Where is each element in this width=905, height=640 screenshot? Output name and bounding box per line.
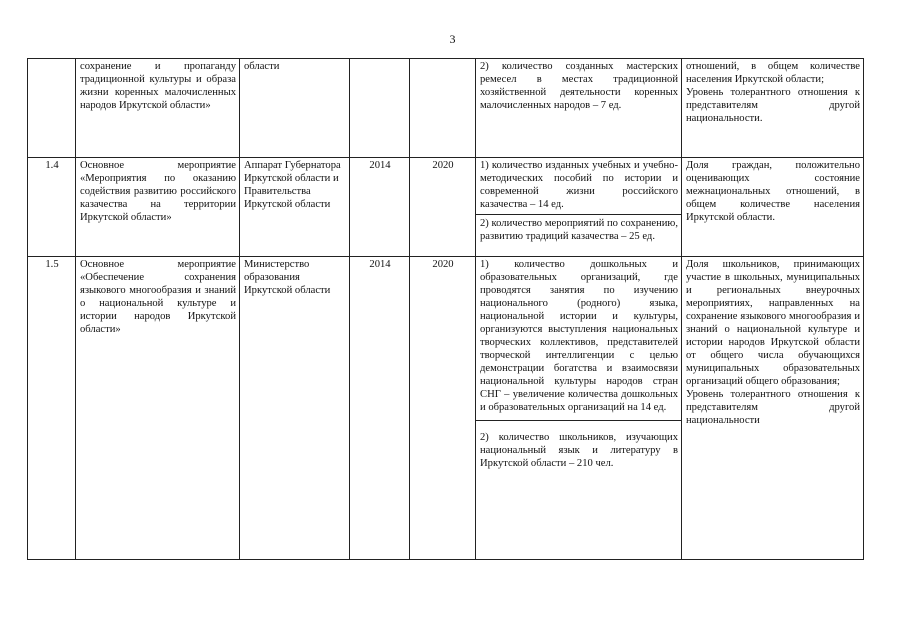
indicator-item: 2) количество мероприятий по сохранению, развитию традиций казачества – 25 ед. — [476, 214, 681, 243]
event-cell: сохранение и пропаганду традиционной культуры и образа жизни коренных малочисленных народов Иркутской области» — [76, 59, 240, 158]
end-year-cell — [410, 59, 476, 158]
start-year-cell — [350, 59, 410, 158]
table-row — [28, 257, 864, 560]
executor-cell: Министерство образования Иркутской области — [240, 257, 350, 560]
targets-cell — [682, 59, 864, 158]
indicator-item: 1) количество изданных учебных и учебно-методических пособий по истории и современной жизни российского казачества – 14 ед. — [480, 160, 678, 210]
indicator-item: 1) количество дошкольных и образовательных организаций, где проводятся занятия по изучению национального (родного) языка, национальной истории и культуры, организуются выступления национальных творческих коллективов, представителей творческой интеллигенции с целью демонстрации богатства и взаимосвязи национальной культуры народов стран СНГ – увеличение количества дошкольных и образовательных организаций на 14 ед. — [480, 259, 678, 413]
indicator-item: 2) количество созданных мастерских ремесел в местах традиционной хозяйственной деятельности коренных малочисленных народов – 7 ед. — [480, 61, 678, 111]
end-year-cell: 2020 — [410, 257, 476, 560]
indicators-cell — [476, 158, 682, 257]
row-number — [28, 59, 76, 158]
indicator-item: 2) количество школьников, изучающих национальный язык и литературу в Иркутской области – 210 чел. — [476, 420, 681, 470]
end-year-cell: 2020 — [410, 158, 476, 257]
start-year-cell: 2014 — [350, 158, 410, 257]
start-year-cell: 2014 — [350, 257, 410, 560]
executor-cell: области — [240, 59, 350, 158]
targets-cell — [682, 257, 864, 560]
executor-cell: Аппарат Губернатора Иркутской области и Правительства Иркутской области — [240, 158, 350, 257]
target-item: Уровень толерантного отношения к представителям другой национальности — [686, 389, 860, 426]
target-item: Доля граждан, положительно оценивающих состояние межнациональных отношений, в общем количестве населения Иркутской области. — [686, 160, 860, 223]
row-number: 1.5 — [28, 257, 76, 560]
target-item: Доля школьников, принимающих участие в школьных, муниципальных и региональных внеурочных мероприятиях, направленных на сохранение языкового многообразия и знаний о национальной культуре и истории народов Иркутской области от общего числа обучающихся муниципальных образовательных организаций общего образования; — [686, 259, 860, 387]
indicators-cell — [476, 257, 682, 560]
targets-cell — [682, 158, 864, 257]
row-number: 1.4 — [28, 158, 76, 257]
page-number: 3 — [449, 32, 456, 46]
target-item: отношений, в общем количестве населения Иркутской области; — [686, 61, 860, 85]
event-cell: Основное мероприятие «Обеспечение сохранения языкового многообразия и знаний о национальной культуре и истории народов Иркутской области» — [76, 257, 240, 560]
table-row — [28, 59, 864, 158]
program-table — [27, 58, 864, 560]
indicators-cell — [476, 59, 682, 158]
table-row — [28, 158, 864, 257]
event-cell: Основное мероприятие «Мероприятия по оказанию содействия развитию российского казачества на территории Иркутской области» — [76, 158, 240, 257]
target-item: Уровень толерантного отношения к представителям другой национальности. — [686, 87, 860, 124]
